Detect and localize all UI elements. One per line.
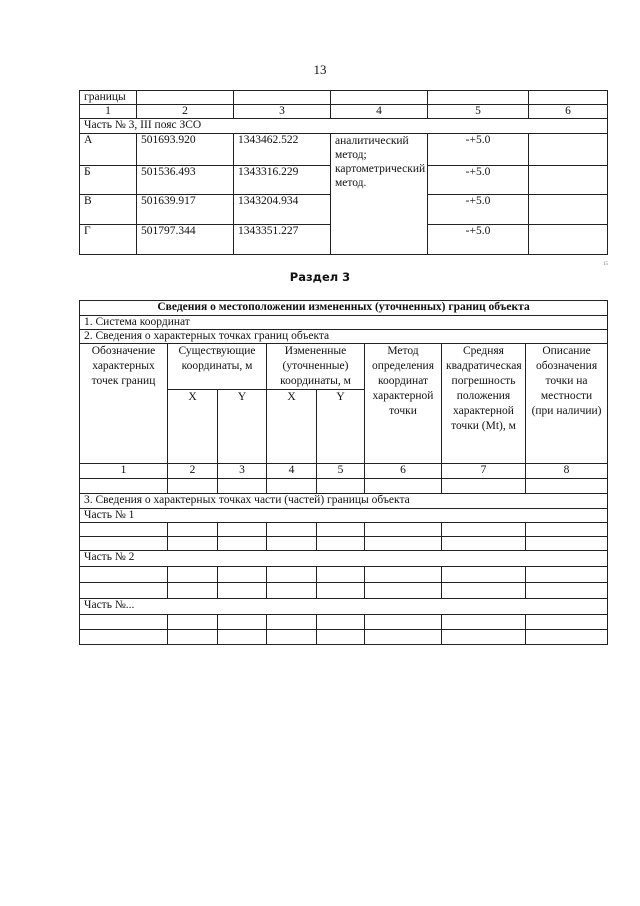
header-method: Метод определения координат характерной точки <box>365 344 442 464</box>
empty-row <box>80 537 608 551</box>
col-number: 2 <box>137 105 234 119</box>
col-number: 6 <box>365 464 442 479</box>
col-number: 1 <box>80 105 137 119</box>
col-number: 3 <box>218 464 267 479</box>
part-label: Часть № 2 <box>80 551 608 567</box>
col-number: 8 <box>526 464 608 479</box>
first-row-label: границы <box>80 91 137 105</box>
points-info-label: 2. Сведения о характерных точках границ объекта <box>80 330 608 344</box>
table-row <box>80 316 608 330</box>
precision-value: -+5.0 <box>428 225 529 255</box>
header-designation: Обозначение характерных точек границ <box>80 344 168 464</box>
col-number: 6 <box>529 105 608 119</box>
table-title: Сведения о местоположении измененных (уточненных) границ объекта <box>80 301 608 316</box>
part-row <box>80 509 608 523</box>
description-cell <box>529 134 608 166</box>
part-label: Часть № 3, III пояс ЗСО <box>80 119 608 134</box>
x-value: 501797.344 <box>137 225 234 255</box>
page-number: 13 <box>313 62 327 77</box>
col-number: 4 <box>331 105 428 119</box>
part-label: Часть № 1 <box>80 509 608 523</box>
method-cell: аналитический метод; картометрический метод. <box>331 134 428 255</box>
section-title: Раздел 3 <box>289 270 351 284</box>
precision-value: -+5.0 <box>428 166 529 195</box>
empty-row <box>80 583 608 599</box>
empty-row <box>80 523 608 537</box>
col-number: 5 <box>428 105 529 119</box>
col-number: 2 <box>168 464 218 479</box>
header-description: Описание обозначения точки на местности (при наличии) <box>526 344 608 464</box>
empty-row <box>80 479 608 494</box>
precision-value: -+5.0 <box>428 195 529 225</box>
scan-mark: 15 <box>603 262 608 267</box>
precision-value: -+5.0 <box>428 134 529 166</box>
header-existing: Существующие координаты, м <box>168 344 267 390</box>
part-row <box>80 119 608 134</box>
parts-info-label: 3. Сведения о характерных точках части (частей) границы объекта <box>80 494 608 509</box>
point-name: А <box>80 134 137 166</box>
header-row <box>80 344 608 390</box>
point-name: В <box>80 195 137 225</box>
header-precision: Средняя квадратическая погрешность положения характерной точки (Mt), м <box>442 344 526 464</box>
part-label: Часть №... <box>80 599 608 615</box>
part-row <box>80 599 608 615</box>
y-value: 1343316.229 <box>234 166 331 195</box>
header-y: Y <box>317 390 365 464</box>
header-y: Y <box>218 390 267 464</box>
part-row <box>80 551 608 567</box>
header-x: X <box>267 390 317 464</box>
col-number: 7 <box>442 464 526 479</box>
x-value: 501536.493 <box>137 166 234 195</box>
point-name: Б <box>80 166 137 195</box>
coordinate-system-label: 1. Система координат <box>80 316 608 330</box>
y-value: 1343462.522 <box>234 134 331 166</box>
x-value: 501639.917 <box>137 195 234 225</box>
description-cell <box>529 195 608 225</box>
table-title-row <box>80 301 608 316</box>
column-number-row <box>80 464 608 479</box>
empty-row <box>80 615 608 630</box>
table-row <box>80 494 608 509</box>
table-row <box>80 91 608 105</box>
description-cell <box>529 225 608 255</box>
description-cell <box>529 166 608 195</box>
empty-row <box>80 630 608 645</box>
boundary-table <box>79 300 608 645</box>
table-row <box>80 134 608 166</box>
point-name: Г <box>80 225 137 255</box>
col-number: 5 <box>317 464 365 479</box>
col-number: 3 <box>234 105 331 119</box>
table-row <box>80 330 608 344</box>
y-value: 1343204.934 <box>234 195 331 225</box>
empty-row <box>80 567 608 583</box>
col-number: 1 <box>80 464 168 479</box>
x-value: 501693.920 <box>137 134 234 166</box>
col-number: 4 <box>267 464 317 479</box>
top-coordinates-table <box>79 90 608 255</box>
column-number-row <box>80 105 608 119</box>
y-value: 1343351.227 <box>234 225 331 255</box>
header-changed: Измененные (уточненные) координаты, м <box>267 344 365 390</box>
header-x: X <box>168 390 218 464</box>
